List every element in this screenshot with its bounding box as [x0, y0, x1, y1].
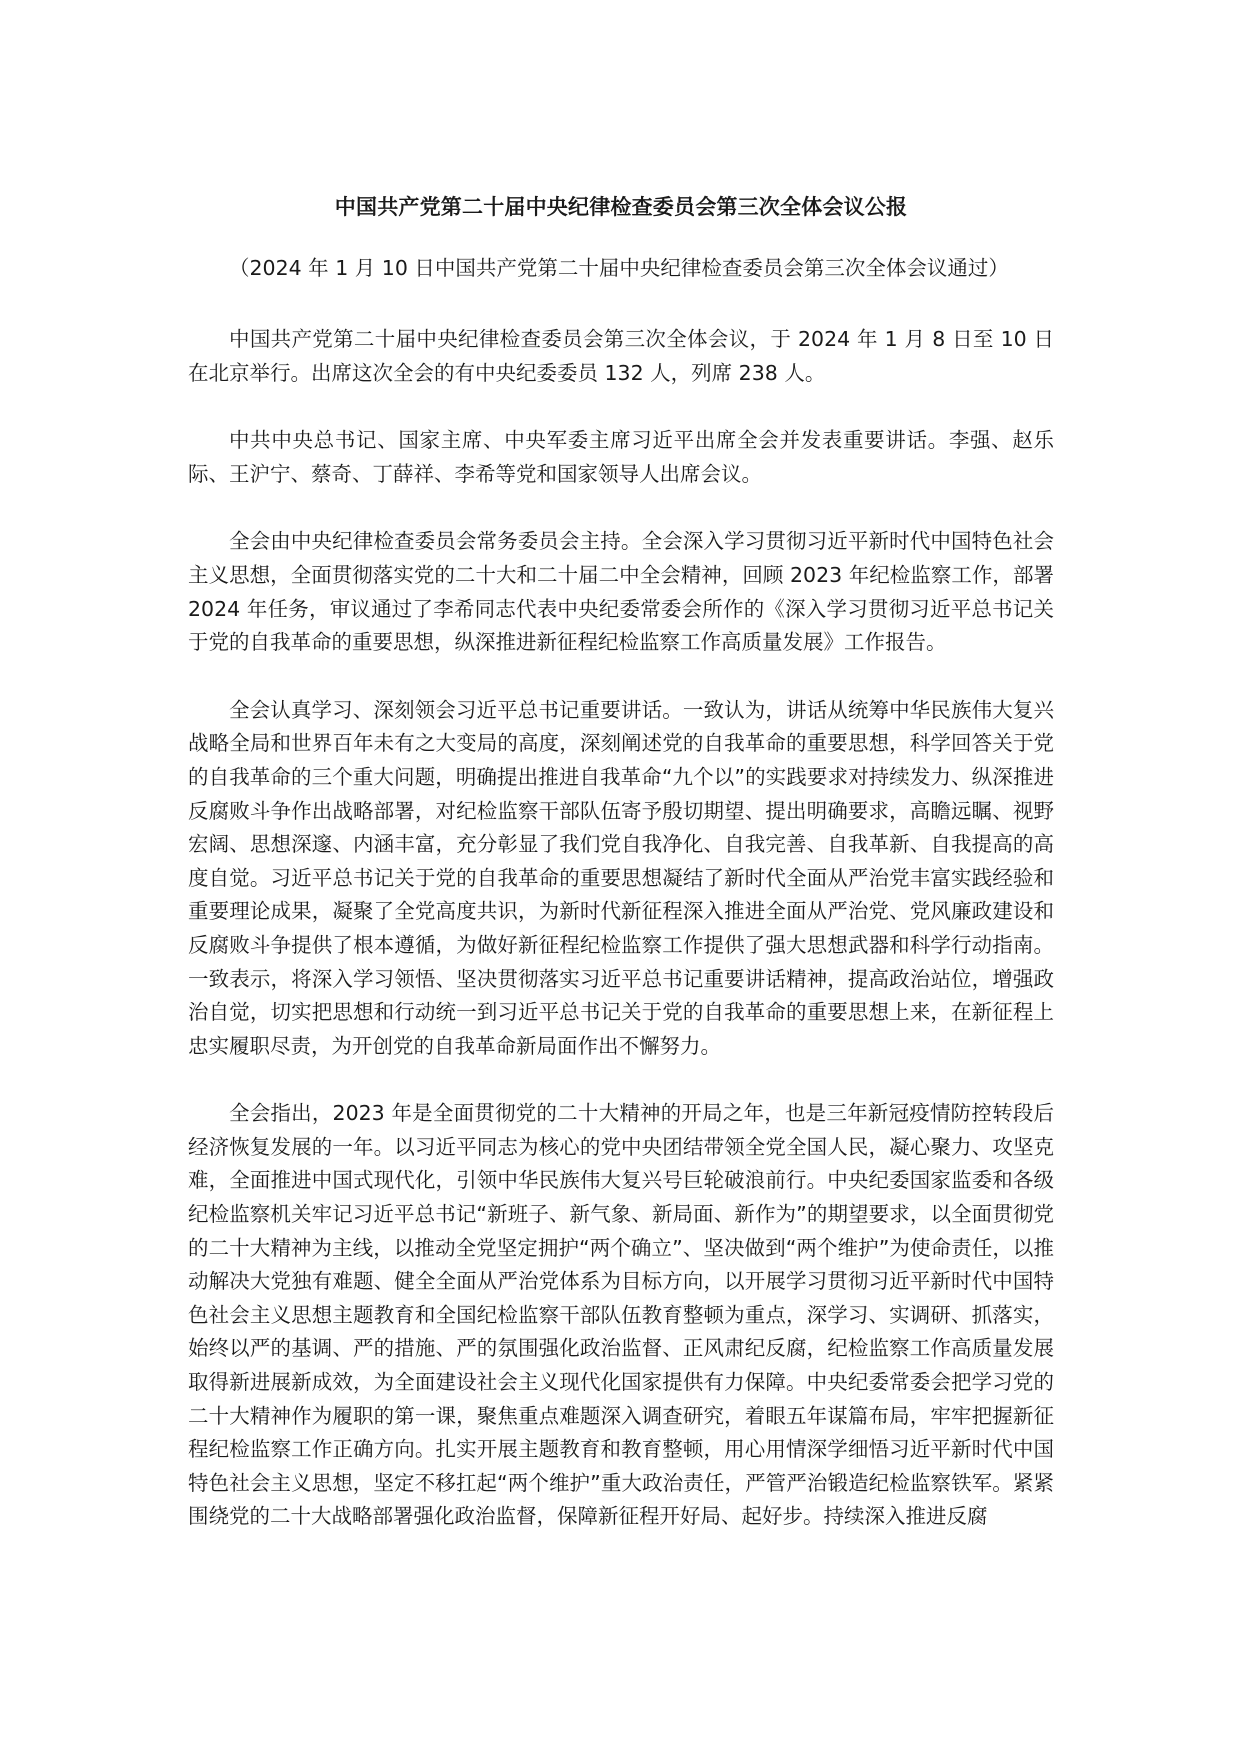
paragraph-3: 全会由中央纪律检查委员会常务委员会主持。全会深入学习贯彻习近平新时代中国特色社会主义思想，全面贯彻落实党的二十大和二十届二中全会精神，回顾 2023 年纪检监察工作，部署 2024 年任务，审议通过了李希同志代表中央纪委常委会所作的《深入学习贯彻习近平总书记关于党的自我革命的重要思想，纵深推进新征程纪检监察工作高质量发展》工作报告。 — [188, 529, 1054, 655]
paragraph-5: 全会指出，2023 年是全面贯彻党的二十大精神的开局之年，也是三年新冠疫情防控转段后经济恢复发展的一年。以习近平同志为核心的党中央团结带领全党全国人民，凝心聚力、攻坚克难，全面推进中国式现代化，引领中华民族伟大复兴号巨轮破浪前行。中央纪委国家监委和各级纪检监察机关牢记习近平总书记“新班子、新气象、新局面、新作为”的期望要求，以全面贯彻党的二十大精神为主线，以推动全党坚定拥护“两个确立”、坚决做到“两个维护”为使命责任，以推动解决大党独有难题、健全全面从严治党体系为目标方向，以开展学习贯彻习近平新时代中国特色社会主义思想主题教育和全国纪检监察干部队伍教育整顿为重点，深学习、实调研、抓落实，始终以严的基调、严的措施、严的氛围强化政治监督、正风肃纪反腐，纪检监察工作高质量发展取得新进展新成效，为全面建设社会主义现代化国家提供有力保障。中央纪委常委会把学习党的二十大精神作为履职的第一课，聚焦重点难题深入调查研究，着眼五年谋篇布局，牢牢把握新征程纪检监察工作正确方向。扎实开展主题教育和教育整顿，用心用情深学细悟习近平新时代中国特色社会主义思想，坚定不移扛起“两个维护”重大政治责任，严管严治锻造纪检监察铁军。紧紧围绕党的二十大战略部署强化政治监督，保障新征程开好局、起好步。持续深入推进反腐 — [188, 1101, 1054, 1529]
paragraph-2: 中共中央总书记、国家主席、中央军委主席习近平出席全会并发表重要讲话。李强、赵乐际、王沪宁、蔡奇、丁薛祥、李希等党和国家领导人出席会议。 — [188, 428, 1054, 486]
document-page — [188, 192, 1054, 1568]
document-subtitle: （2024 年 1 月 10 日中国共产党第二十届中央纪律检查委员会第三次全体会议通过） — [229, 256, 1009, 280]
paragraph-4: 全会认真学习、深刻领会习近平总书记重要讲话。一致认为，讲话从统筹中华民族伟大复兴战略全局和世界百年未有之大变局的高度，深刻阐述党的自我革命的重要思想，科学回答关于党的自我革命的三个重大问题，明确提出推进自我革命“九个以”的实践要求对持续发力、纵深推进反腐败斗争作出战略部署，对纪检监察干部队伍寄予殷切期望、提出明确要求，高瞻远瞩、视野宏阔、思想深邃、内涵丰富，充分彰显了我们党自我净化、自我完善、自我革新、自我提高的高度自觉。习近平总书记关于党的自我革命的重要思想凝结了新时代全面从严治党丰富实践经验和重要理论成果，凝聚了全党高度共识，为新时代新征程深入推进全面从严治党、党风廉政建设和反腐败斗争提供了根本遵循，为做好新征程纪检监察工作提供了强大思想武器和科学行动指南。一致表示，将深入学习领悟、坚决贯彻落实习近平总书记重要讲话精神，提高政治站位，增强政治自觉，切实把思想和行动统一到习近平总书记关于党的自我革命的重要思想上来，在新征程上忠实履职尽责，为开创党的自我革命新局面作出不懈努力。 — [188, 697, 1054, 1058]
document-title: 中国共产党第二十届中央纪律检查委员会第三次全体会议公报 — [334, 195, 908, 219]
paragraph-1: 中国共产党第二十届中央纪律检查委员会第三次全体会议，于 2024 年 1 月 8 日至 10 日在北京举行。出席这次全会的有中央纪委委员 132 人，列席 238 人。 — [188, 327, 1054, 385]
